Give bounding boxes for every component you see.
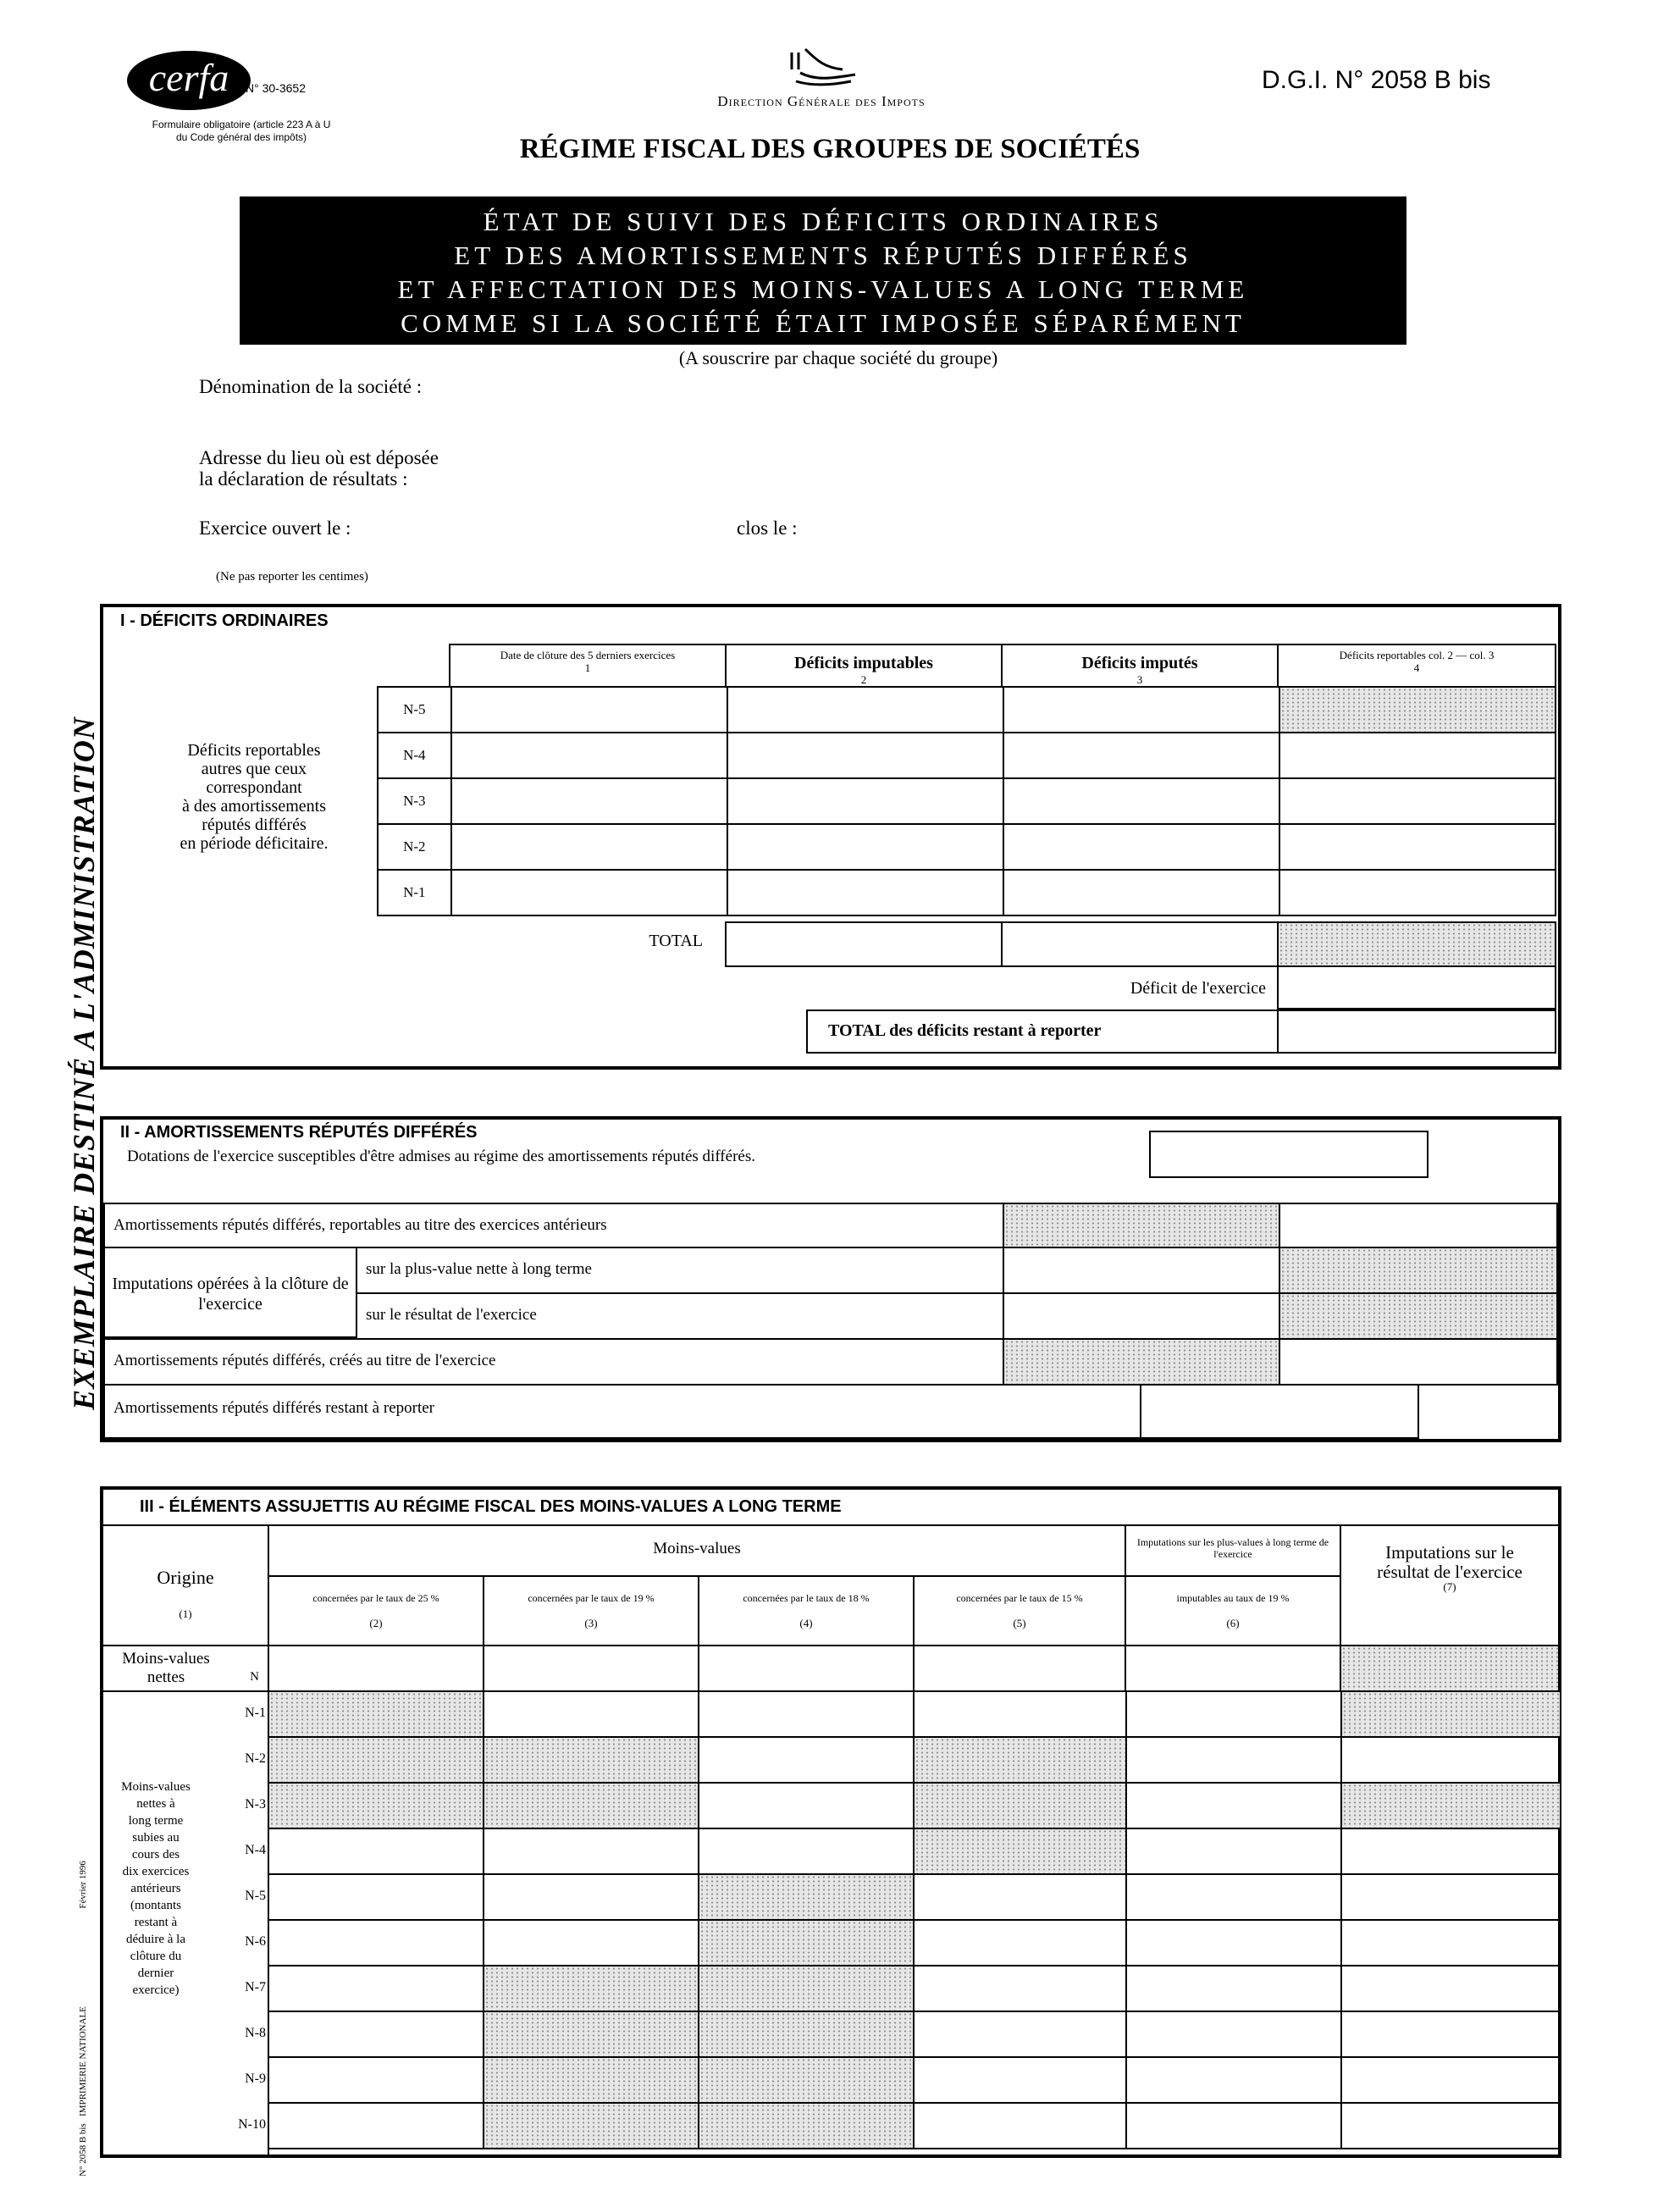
side-print-ref (78, 1861, 88, 2177)
s3-cell[interactable] (1126, 2103, 1341, 2149)
cerfa-logo: cerfa (127, 51, 251, 110)
s1-exercise-deficit-label: Déficit de l'exercice (1130, 979, 1266, 998)
s1-row-code: N-4 (403, 747, 426, 763)
exercise-close-label: clos le : (737, 517, 798, 539)
s2-created-col4[interactable] (1279, 1338, 1558, 1386)
address-label-line: la déclaration de résultats : (199, 468, 408, 490)
s1-col2-header (725, 644, 1003, 688)
s3-cell-shaded (484, 1966, 699, 2011)
s3-col6-label: imputables au taux de 19 % (1176, 1592, 1290, 1604)
s3-origin-num: (1) (179, 1607, 192, 1620)
banner-line: COMME SI LA SOCIÉTÉ ÉTAIT IMPOSÉE SÉPARÉMENT (401, 308, 1246, 338)
s3-cell[interactable] (1126, 1874, 1341, 1920)
s3-cell[interactable] (699, 1783, 914, 1828)
s1-cell[interactable] (451, 778, 727, 824)
cerfa-number: N° 30-3652 (246, 81, 306, 95)
s3-cell[interactable] (914, 2057, 1125, 2103)
form-id: D.G.I. N° 2058 B bis (1262, 66, 1491, 94)
s3-row (268, 2011, 1560, 2057)
s2-dotations-label: Dotations de l'exercice susceptibles d'être admises au régime des amortissements réputés différés. (127, 1148, 755, 1165)
s3-col4-header (698, 1575, 915, 1646)
s3-row (268, 1874, 1560, 1920)
s3-description-line: dix exercices (122, 1865, 190, 1878)
s2-prior-col3 (1003, 1203, 1280, 1248)
s3-imputations-result-label: Imputations sur le résultat de l'exercice (1377, 1542, 1522, 1582)
s3-cell[interactable] (699, 1828, 914, 1874)
s1-row-code: N-5 (403, 701, 426, 717)
s3-cell[interactable] (1126, 1828, 1341, 1874)
subscribe-note: (A souscrire par chaque société du groupe) (678, 347, 998, 368)
s2-imp-longterm-col4 (1279, 1247, 1558, 1294)
s3-cell[interactable] (484, 1920, 699, 1966)
s1-description-line: en période déficitaire. (180, 834, 329, 853)
s3-row (268, 2057, 1560, 2103)
banner-line: ET AFFECTATION DES MOINS-VALUES A LONG TERME (397, 274, 1249, 304)
s3-col3-header (483, 1575, 699, 1646)
s3-moins-values-label: Moins-values (653, 1540, 741, 1557)
s1-cell[interactable] (451, 687, 727, 733)
s1-cell-shaded (1279, 687, 1556, 733)
side-print-ref-printer: IMPRIMERIE NATIONALE (78, 2006, 88, 2116)
s3-origin-label: Origine (157, 1567, 214, 1588)
s1-col4-header-num: 4 (1413, 661, 1420, 674)
s1-row-code: N-2 (403, 838, 426, 855)
side-print-ref-form: N° 2058 B bis (78, 2123, 88, 2177)
s3-description-line: Moins-values (121, 1780, 191, 1794)
s2-imp-longterm-label-box (356, 1247, 1004, 1294)
s3-cell[interactable] (1341, 1874, 1560, 1920)
mandatory-note-line: du Code général des impôts) (175, 131, 307, 143)
s3-row-code: N-7 (245, 1980, 266, 1994)
s3-cell-shaded (484, 2057, 699, 2103)
s3-cell-shaded (484, 2011, 699, 2057)
s3-row-code: N-3 (245, 1797, 266, 1812)
s3-cell[interactable] (484, 1828, 699, 1874)
s1-cell[interactable] (1003, 870, 1279, 915)
s1-total-col2[interactable] (725, 921, 1003, 967)
s2-imp-longterm-col3[interactable] (1003, 1247, 1280, 1294)
s3-col2-num: (2) (369, 1617, 383, 1629)
address-label (199, 447, 439, 490)
s3-cell[interactable] (699, 1691, 914, 1737)
s3-net-row-label-box (103, 1645, 269, 1692)
s1-cell[interactable] (1279, 733, 1556, 778)
mandatory-note (89, 119, 394, 144)
s3-cell[interactable] (1126, 1920, 1341, 1966)
s3-row (268, 1737, 1560, 1783)
s3-net-cell[interactable] (483, 1645, 699, 1692)
s3-row-code: N-8 (245, 2026, 266, 2040)
s3-row (268, 1920, 1560, 1966)
s3-row-code: N-6 (245, 1934, 266, 1949)
s2-created-col3 (1003, 1338, 1280, 1386)
s1-cell[interactable] (1003, 733, 1279, 778)
s1-row (378, 733, 1556, 778)
s3-cell-shaded (699, 2057, 914, 2103)
s3-cell-shaded (699, 1920, 914, 1966)
s2-imp-result-col4 (1279, 1292, 1558, 1340)
s3-description-line: cours des (131, 1848, 180, 1861)
s1-col2-header-label: Déficits imputables (794, 654, 933, 672)
s3-description-line: antérieurs (130, 1882, 181, 1895)
s1-col4-header (1277, 644, 1556, 688)
s3-description-line: déduire à la (126, 1933, 185, 1946)
s1-cell[interactable] (451, 870, 727, 915)
s3-cell-shaded (1341, 1691, 1560, 1737)
s3-cell[interactable] (1341, 1828, 1560, 1874)
marianne-emblem-icon (783, 44, 859, 93)
s3-cell[interactable] (1341, 2011, 1560, 2057)
s1-cell[interactable] (727, 687, 1003, 733)
s3-net-cell[interactable] (268, 1645, 484, 1692)
s1-cell[interactable] (727, 733, 1003, 778)
s3-imputations-result-header (1340, 1524, 1558, 1646)
s3-description (105, 1778, 207, 1999)
mandatory-note-line: Formulaire obligatoire (article 223 A à U (152, 119, 331, 130)
s3-cell-shaded (484, 1783, 699, 1828)
s1-description-line: Déficits reportables (187, 741, 321, 760)
address-field[interactable] (508, 457, 1524, 491)
s1-cell[interactable] (1279, 870, 1556, 915)
s1-col2-header-num: 2 (860, 673, 867, 686)
s1-row-label (378, 870, 451, 915)
s3-net-row-code: N (250, 1670, 259, 1684)
s1-cell[interactable] (1279, 824, 1556, 870)
s1-remaining-total-label-box (806, 1009, 1279, 1054)
s3-row (268, 1828, 1560, 1874)
s2-dotations-field[interactable] (1149, 1131, 1429, 1178)
s1-col1-header-label: Date de clôture des 5 derniers exercices (500, 649, 676, 661)
s1-cell[interactable] (451, 733, 727, 778)
s2-created-label: Amortissements réputés différés, créés au titre de l'exercice (113, 1352, 496, 1369)
s3-description-line: dernier (137, 1966, 174, 1980)
s1-col3-header-num: 3 (1136, 673, 1143, 686)
exercise-open-label: Exercice ouvert le : (199, 517, 351, 539)
s3-col3-label: concernées par le taux de 19 % (528, 1592, 655, 1604)
s3-cell[interactable] (1126, 1737, 1341, 1783)
s3-cell[interactable] (1341, 1966, 1560, 2011)
s3-cell[interactable] (268, 1828, 484, 1874)
s3-cell[interactable] (484, 1691, 699, 1737)
exercise-open-field[interactable] (411, 515, 716, 544)
s3-cell[interactable] (1341, 1920, 1560, 1966)
banner-line: ET DES AMORTISSEMENTS RÉPUTÉS DIFFÉRÉS (454, 241, 1192, 270)
s3-col7-num: (7) (1443, 1580, 1456, 1593)
s1-row-label (378, 824, 451, 870)
s3-cell[interactable] (1126, 1691, 1341, 1737)
s1-deficits-table (377, 686, 1556, 916)
s1-col3-header (1001, 644, 1279, 688)
side-copy-label: EXEMPLAIRE DESTINÉ A L'ADMINISTRATION (67, 716, 101, 1410)
s3-cell[interactable] (268, 1966, 484, 2011)
s3-row (268, 1691, 1560, 1737)
s3-row-code: N-10 (238, 2117, 266, 2132)
s3-cell-shaded (1341, 1783, 1560, 1828)
s3-cell[interactable] (1341, 2103, 1560, 2149)
s3-description-line: (montants (130, 1899, 181, 1912)
s2-remaining-field[interactable] (1140, 1384, 1419, 1439)
s3-cell[interactable] (1126, 1783, 1341, 1828)
s3-description-line: restant à (134, 1916, 178, 1929)
section-1-title: I - DÉFICITS ORDINAIRES (120, 611, 329, 630)
s3-row-code: N-5 (245, 1889, 266, 1903)
s3-row-code: N-4 (245, 1843, 266, 1857)
address-label-line: Adresse du lieu où est déposée (199, 447, 439, 468)
s3-cell-shaded (914, 1783, 1125, 1828)
s3-imputations-pv-label: Imputations sur les plus-values à long terme de l'exercice (1136, 1536, 1329, 1560)
s3-description-line: long terme (128, 1814, 184, 1828)
s3-cell[interactable] (914, 1966, 1125, 2011)
s3-description-line: exercice) (132, 1983, 180, 1997)
s3-cell[interactable] (914, 1920, 1125, 1966)
s3-net-cell-shaded (1340, 1645, 1558, 1692)
s3-col5-label: concernées par le taux de 15 % (956, 1592, 1083, 1604)
s1-col1-header (449, 644, 727, 688)
s3-cell[interactable] (484, 1874, 699, 1920)
s1-cell[interactable] (727, 870, 1003, 915)
section-3-title: III - ÉLÉMENTS ASSUJETTIS AU RÉGIME FISCAL DES MOINS-VALUES A LONG TERME (140, 1497, 842, 1516)
s1-cell[interactable] (1279, 778, 1556, 824)
s3-col6-num: (6) (1226, 1617, 1240, 1629)
s3-cell-shaded (268, 1737, 484, 1783)
s1-row (378, 870, 1556, 915)
s3-moins-values-header (268, 1524, 1126, 1577)
s3-row-code: N-1 (245, 1706, 266, 1720)
s3-cell[interactable] (268, 2011, 484, 2057)
banner-line: ÉTAT DE SUIVI DES DÉFICITS ORDINAIRES (483, 207, 1163, 236)
s3-cell[interactable] (914, 2011, 1125, 2057)
s1-col3-header-label: Déficits imputés (1081, 654, 1198, 672)
s2-imp-result-col3[interactable] (1003, 1292, 1280, 1340)
s3-cell[interactable] (268, 2057, 484, 2103)
s1-description-line: à des amortissements (182, 797, 326, 816)
s1-cell[interactable] (1003, 687, 1279, 733)
s3-cell[interactable] (1341, 1737, 1560, 1783)
s3-cell-shaded (914, 1737, 1125, 1783)
s3-description-line: clôture du (130, 1950, 182, 1963)
s1-description-line: correspondant (206, 778, 302, 797)
s1-col1-header-num: 1 (584, 661, 591, 674)
form-title: RÉGIME FISCAL DES GROUPES DE SOCIÉTÉS (519, 134, 1141, 164)
s3-cell-shaded (914, 1828, 1125, 1874)
s3-cell-shaded (484, 2103, 699, 2149)
s2-prior-label: Amortissements réputés différés, reportables au titre des exercices antérieurs (113, 1216, 607, 1234)
s3-row (268, 1966, 1560, 2011)
s1-row (378, 824, 1556, 870)
s1-description-line: autres que ceux (201, 760, 307, 778)
side-print-ref-date: Février 1996 (78, 1861, 88, 1909)
s3-col2-header (268, 1575, 484, 1646)
s3-cell[interactable] (914, 2103, 1125, 2149)
s3-row-code: N-9 (245, 2072, 266, 2086)
s1-cell[interactable] (451, 824, 727, 870)
s2-imputations-label: Imputations opérées à la clôture de l'exercice (112, 1275, 349, 1314)
s3-col5-header (913, 1575, 1126, 1646)
s1-row-code: N-1 (403, 884, 426, 900)
title-banner (240, 196, 1406, 345)
exercise-close-field[interactable] (817, 515, 1156, 544)
s3-net-row-label: Moins-values nettes (122, 1650, 210, 1686)
s3-cell[interactable] (914, 1874, 1125, 1920)
s3-cell[interactable] (1341, 2057, 1560, 2103)
s1-cell[interactable] (1003, 778, 1279, 824)
s1-row-label (378, 733, 451, 778)
s1-cell[interactable] (727, 824, 1003, 870)
s2-created-label-box (103, 1338, 1004, 1386)
s3-row (268, 1783, 1560, 1828)
s1-cell[interactable] (727, 778, 1003, 824)
s3-cell[interactable] (1126, 1966, 1341, 2011)
s1-row (378, 778, 1556, 824)
s1-total-col3[interactable] (1001, 921, 1279, 967)
s3-col6-header (1125, 1575, 1341, 1646)
s3-col3-num: (3) (584, 1617, 598, 1629)
s3-row-codes (212, 1690, 266, 2148)
s1-row-code: N-3 (403, 793, 426, 809)
s3-cell[interactable] (268, 1874, 484, 1920)
s3-cell-shaded (699, 2103, 914, 2149)
s2-remaining-label: Amortissements réputés différés restant à reporter (113, 1399, 434, 1417)
s3-cell-shaded (268, 1691, 484, 1737)
s3-cell[interactable] (1126, 2057, 1341, 2103)
s1-exercise-deficit-field[interactable] (1277, 965, 1556, 1009)
s3-cell[interactable] (268, 1920, 484, 1966)
s1-remaining-total-field[interactable] (1277, 1009, 1556, 1054)
s3-col4-label: concernées par le taux de 18 % (743, 1592, 870, 1604)
s3-cell[interactable] (1126, 2011, 1341, 2057)
s1-col4-header-label: Déficits reportables col. 2 — col. 3 (1339, 649, 1495, 661)
s1-row-label (378, 778, 451, 824)
s3-cell[interactable] (699, 1737, 914, 1783)
section-2-title: II - AMORTISSEMENTS RÉPUTÉS DIFFÉRÉS (120, 1123, 478, 1142)
s1-total-label: TOTAL (649, 932, 703, 950)
s2-imp-longterm-label: sur la plus-value nette à long terme (366, 1260, 592, 1278)
s3-net-cell[interactable] (913, 1645, 1126, 1692)
s1-row (378, 687, 1556, 733)
s3-cell[interactable] (914, 1691, 1125, 1737)
s3-moins-values-table (268, 1690, 1560, 2149)
s1-total-col4 (1277, 921, 1556, 967)
s3-cell[interactable] (268, 2103, 484, 2149)
s3-row-code: N-2 (245, 1751, 266, 1766)
s2-remaining-label-box (103, 1384, 1141, 1439)
s3-col4-num: (4) (799, 1617, 813, 1629)
denomination-label: Dénomination de la société : (199, 376, 423, 397)
denomination-field[interactable] (508, 373, 1524, 401)
s1-description-line: réputés différés (202, 816, 307, 834)
s1-remaining-total-label: TOTAL des déficits restant à reporter (828, 1021, 1102, 1040)
s1-description (127, 741, 381, 853)
s3-net-cell[interactable] (698, 1645, 915, 1692)
s3-col5-num: (5) (1013, 1617, 1026, 1629)
s3-cell-shaded (699, 2011, 914, 2057)
s2-imp-result-label-box (356, 1292, 1004, 1340)
cents-note: (Ne pas reporter les centimes) (216, 570, 368, 584)
s3-cell-shaded (699, 1966, 914, 2011)
s3-origin-header (103, 1524, 269, 1646)
s2-prior-label-box (103, 1203, 1004, 1248)
s2-imp-result-label: sur le résultat de l'exercice (366, 1306, 537, 1324)
s2-imputations-label-box (103, 1247, 357, 1338)
s3-cell-shaded (699, 1874, 914, 1920)
s2-prior-col4[interactable] (1279, 1203, 1558, 1248)
s1-cell[interactable] (1003, 824, 1279, 870)
s3-col2-label: concernées par le taux de 25 % (312, 1592, 439, 1604)
s3-row (268, 2103, 1560, 2149)
s1-row-label (378, 687, 451, 733)
s3-net-cell[interactable] (1125, 1645, 1341, 1692)
s3-description-line: subies au (132, 1831, 180, 1845)
s3-cell-shaded (268, 1783, 484, 1828)
s3-cell-shaded (484, 1737, 699, 1783)
s3-imputations-pv-header (1125, 1524, 1341, 1577)
agency-name: Direction Générale des Impots (717, 93, 926, 109)
s3-description-line: nettes à (136, 1797, 175, 1811)
